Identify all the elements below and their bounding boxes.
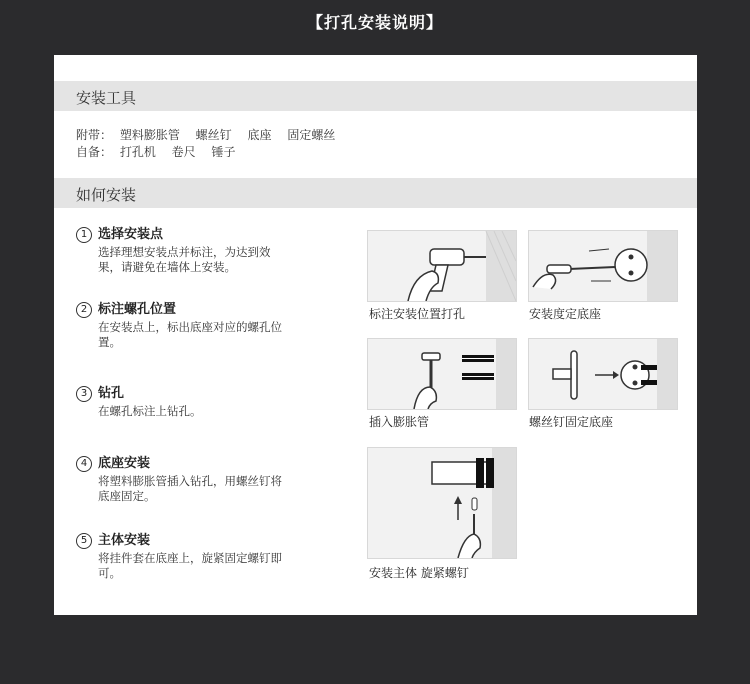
step-1 [76,225,326,275]
included-item: 固定螺丝 [287,128,336,142]
illustration-caption: 螺丝钉固定底座 [529,415,614,429]
screwdriver-base-illustration [528,230,678,302]
step-title: 底座安装 [98,456,151,471]
instruction-card [54,55,697,615]
tools-heading: 安装工具 [76,89,137,107]
self-item: 卷尺 [171,145,196,159]
step-title: 选择安装点 [98,227,164,242]
tools-list [76,127,347,161]
included-tools-row [76,127,347,144]
included-item: 螺丝钉 [195,128,232,142]
step-number: 4 [76,456,92,472]
self-label: 自备： [76,145,113,159]
illustration-caption: 插入膨胀管 [369,415,430,429]
install-section-header [54,178,697,208]
tools-section-header [54,81,697,111]
hammer-anchor-illustration [367,338,517,410]
install-heading: 如何安装 [76,186,137,204]
self-item: 打孔机 [119,145,156,159]
included-label: 附带： [76,128,113,142]
step-description: 在螺孔标注上钻孔。 [98,404,202,418]
step-4 [76,454,326,504]
base-screw-illustration [528,338,678,410]
self-tools-row [76,144,347,161]
drill-illustration [367,230,517,302]
step-title: 标注螺孔位置 [98,302,177,317]
step-description: 将挂件套在底座上，旋紧固定螺钉即可。 [98,551,282,580]
included-item: 塑料膨胀管 [119,128,180,142]
step-number: 2 [76,302,92,318]
step-description: 将塑料膨胀管插入钻孔，用螺丝钉将底座固定。 [98,474,282,503]
illustration-caption: 标注安装位置打孔 [369,307,466,321]
step-title: 主体安装 [98,533,151,548]
step-2 [76,300,326,350]
step-3 [76,384,326,419]
step-description: 选择理想安装点并标注，为达到效果，请避免在墙体上安装。 [98,245,271,274]
self-item: 锤子 [211,145,236,159]
step-number: 5 [76,533,92,549]
illustration-caption: 安装度定底座 [529,307,602,321]
page-title: 【打孔安装说明】 [306,13,443,32]
illustration-caption: 安装主体 旋紧螺钉 [369,566,469,580]
step-number: 3 [76,386,92,402]
included-item: 底座 [247,128,272,142]
step-5 [76,531,326,581]
step-description: 在安装点上，标出底座对应的螺孔位置。 [98,320,282,349]
body-mount-illustration [367,447,517,559]
step-title: 钻孔 [98,386,125,401]
step-number: 1 [76,227,92,243]
